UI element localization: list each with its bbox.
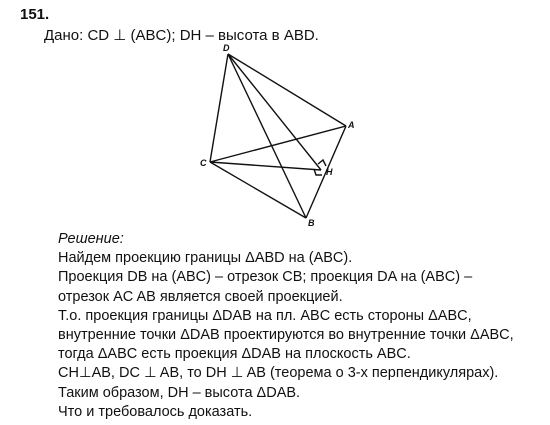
solution-block bbox=[58, 230, 538, 422]
problem-number: 151. bbox=[20, 6, 50, 23]
solution-line: тогда ΔABC есть проекция ΔDAB на плоскость ABC. bbox=[58, 346, 411, 363]
solution-line: отрезок AC AB является своей проекцией. bbox=[58, 288, 343, 305]
solution-line: внутренние точки ΔDAB проектируются во внутренние точки ΔABC, bbox=[58, 327, 514, 344]
right-angle-mark-1 bbox=[318, 160, 326, 166]
solution-line: CH⊥AB, DC ⊥ AB, то DH ⊥ AB (теорема о 3-х перпендикулярах). bbox=[58, 365, 499, 382]
solution-line: Что и требовалось доказать. bbox=[58, 403, 253, 420]
solution-line: Т.о. проекция границы ΔDAB на пл. ABC есть стороны ΔABC, bbox=[58, 307, 472, 324]
point-c-label: C bbox=[200, 158, 207, 168]
edge-ca bbox=[210, 126, 346, 162]
point-h-label: H bbox=[326, 167, 333, 177]
solution-line: Таким образом, DH – высота ΔDAB. bbox=[58, 384, 301, 401]
solution-heading: Решение: bbox=[58, 231, 124, 247]
edge-dc bbox=[210, 54, 228, 162]
edge-ch bbox=[210, 162, 321, 170]
point-d-label: D bbox=[223, 43, 230, 53]
geometry-diagram bbox=[190, 38, 370, 228]
point-a-label: A bbox=[348, 120, 355, 130]
given-statement: Дано: CD ⊥ (ABC); DH – высота в ABD. bbox=[44, 27, 319, 44]
point-b-label: B bbox=[308, 218, 315, 228]
solution-line: Найдем проекцию границы ΔABD на (ABC). bbox=[58, 250, 353, 267]
edge-cb bbox=[210, 162, 306, 218]
solution-line: Проекция DB на (ABC) – отрезок CB; проекция DA на (ABC) – bbox=[58, 269, 473, 286]
